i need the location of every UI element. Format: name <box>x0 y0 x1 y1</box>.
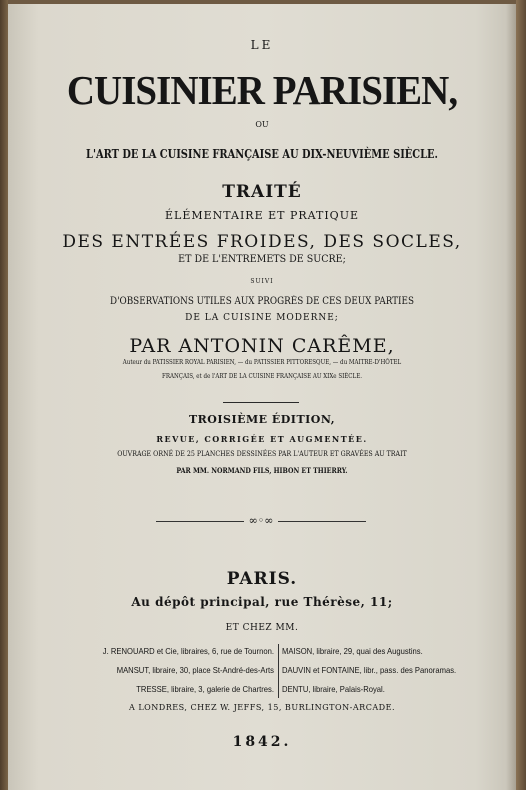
column-separator <box>278 644 279 698</box>
conjunction-ou: OU <box>255 120 269 129</box>
book-binding <box>0 0 8 790</box>
bookseller-entry: MAISON, libraire, 29, quai des Augustins. <box>282 646 423 656</box>
elementaire-line: ÉLÉMENTAIRE ET PRATIQUE <box>164 209 359 222</box>
bookseller-entry: DAUVIN et FONTAINE, libr., pass. des Panoramas. <box>282 665 457 675</box>
page-edge <box>516 0 526 790</box>
booksellers-left-column <box>98 642 274 699</box>
chez-line: ET CHEZ MM. <box>225 623 299 633</box>
bookseller-entry: TRESSE, libraire, 3, galerie de Chartres. <box>136 684 274 694</box>
depot-line: Au dépôt principal, rue Thérèse, 11; <box>131 595 393 609</box>
london-line: A LONDRES, CHEZ W. JEFFS, 15, BURLINGTON-ARCADE. <box>128 703 396 713</box>
title-page <box>8 4 516 790</box>
author-line: PAR ANTONIN CARÊME, <box>129 335 395 357</box>
bookseller-entry: DENTU, libraire, Palais-Royal. <box>282 684 385 694</box>
suivi-line: SUIVI <box>250 278 274 285</box>
bookseller-entry: J. RENOUARD et Cie, libraires, 6, rue de Tournon. <box>102 646 275 656</box>
ornament-dash-left <box>156 521 244 522</box>
engravers-line: PAR MM. NORMAND FILS, HIBON ET THIERRY. <box>176 466 348 475</box>
traite-heading: TRAITÉ <box>222 182 302 202</box>
ornament-knot-icon: ∞◦∞ <box>248 514 274 527</box>
booksellers-right-column <box>282 642 457 699</box>
observations-line: D'OBSERVATIONS UTILES AUX PROGRÈS DE CES DEUX PARTIES <box>110 296 414 307</box>
cuisine-moderne-line: DE LA CUISINE MODERNE; <box>185 313 339 323</box>
article-le: LE <box>250 38 274 52</box>
ornament-divider <box>156 514 366 528</box>
entrees-line: DES ENTRÉES FROIDES, DES SOCLES, <box>62 232 462 252</box>
city-line: PARIS. <box>226 569 298 589</box>
bookseller-entry: MANSUT, libraire, 30, place St-André-des-Arts <box>116 665 274 675</box>
illustrations-line: OUVRAGE ORNÉ DE 25 PLANCHES DESSINÉES PAR L'AUTEUR ET GRAVÉES AU TRAIT <box>117 450 407 458</box>
publication-year: 1842. <box>232 734 292 750</box>
author-credits-line-2: FRANÇAIS, et de l'ART DE LA CUISINE FRANÇAISE AU XIXe SIÈCLE. <box>162 373 362 380</box>
divider-rule <box>223 402 299 403</box>
author-credits-line-1: Auteur du PATISSIER ROYAL PARISIEN, — du PATISSIER PITTORESQUE, — du MAITRE-D'HÔTEL <box>122 359 402 366</box>
ornament-dash-right <box>278 521 366 522</box>
main-title: CUISINIER PARISIEN, <box>66 67 458 113</box>
edition-line: TROISIÈME ÉDITION, <box>188 413 336 426</box>
subtitle: L'ART DE LA CUISINE FRANÇAISE AU DIX-NEUVIÈME SIÈCLE. <box>86 147 438 161</box>
entremets-line: ET DE L'ENTREMETS DE SUCRE; <box>178 254 346 265</box>
revue-line: REVUE, CORRIGÉE ET AUGMENTÉE. <box>156 434 368 444</box>
